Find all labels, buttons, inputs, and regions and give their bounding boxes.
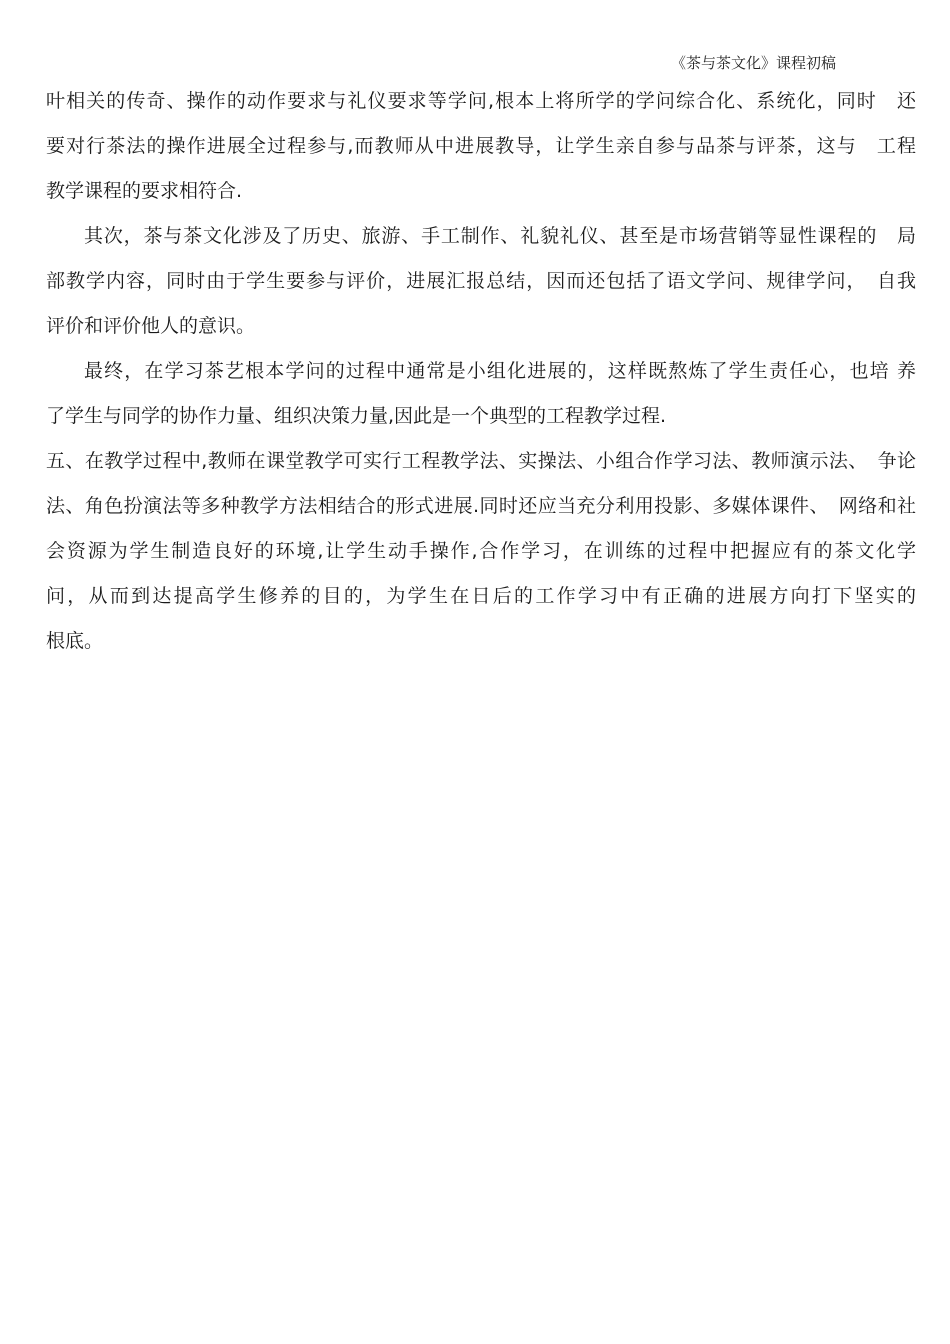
paragraph-start-line: 其次，茶与茶文化涉及了历史、旅游、手工制作、礼貌礼仪、甚至是市场营销等显性课程的 局 (84, 225, 916, 247)
paragraph-start-line: 最终，在学习茶艺根本学问的过程中通常是小组化进展的，这样既熬炼了学生责任心，也培 养 (84, 360, 916, 382)
document-body (46, 79, 916, 664)
running-header: 《茶与茶文化》课程初稿 (670, 54, 836, 72)
text-line: 了学生与同学的协作力量、组织决策力量,因此是一个典型的工程教学过程. (46, 405, 667, 427)
text-line: 问，从而到达提高学生修养的目的，为学生在日后的工作学习中有正确的进展方向打下坚实的 (46, 585, 916, 607)
text-line: 部教学内容，同时由于学生要参与评价，进展汇报总结，因而还包括了语文学问、规律学问， 自我 (46, 270, 916, 292)
section-heading-line: 五、在教学过程中,教师在课堂教学可实行工程教学法、实操法、小组合作学习法、教师演示法、 争论 (46, 450, 916, 472)
text-line: 要对行茶法的操作进展全过程参与,而教师从中进展教导，让学生亲自参与品茶与评茶，这与 工程 (46, 135, 916, 157)
text-line: 教学课程的要求相符合. (46, 180, 243, 202)
text-line: 评价和评价他人的意识。 (46, 315, 256, 337)
text-line: 会资源为学生制造良好的环境,让学生动手操作,合作学习，在训练的过程中把握应有的茶文化学 (46, 540, 916, 562)
text-line: 法、角色扮演法等多种教学方法相结合的形式进展.同时还应当充分利用投影、多媒体课件、 网络和社 (46, 495, 916, 517)
text-line: 叶相关的传奇、操作的动作要求与礼仪要求等学问,根本上将所学的学问综合化、系统化，同时 还 (46, 90, 916, 112)
text-line: 根底。 (46, 630, 104, 652)
